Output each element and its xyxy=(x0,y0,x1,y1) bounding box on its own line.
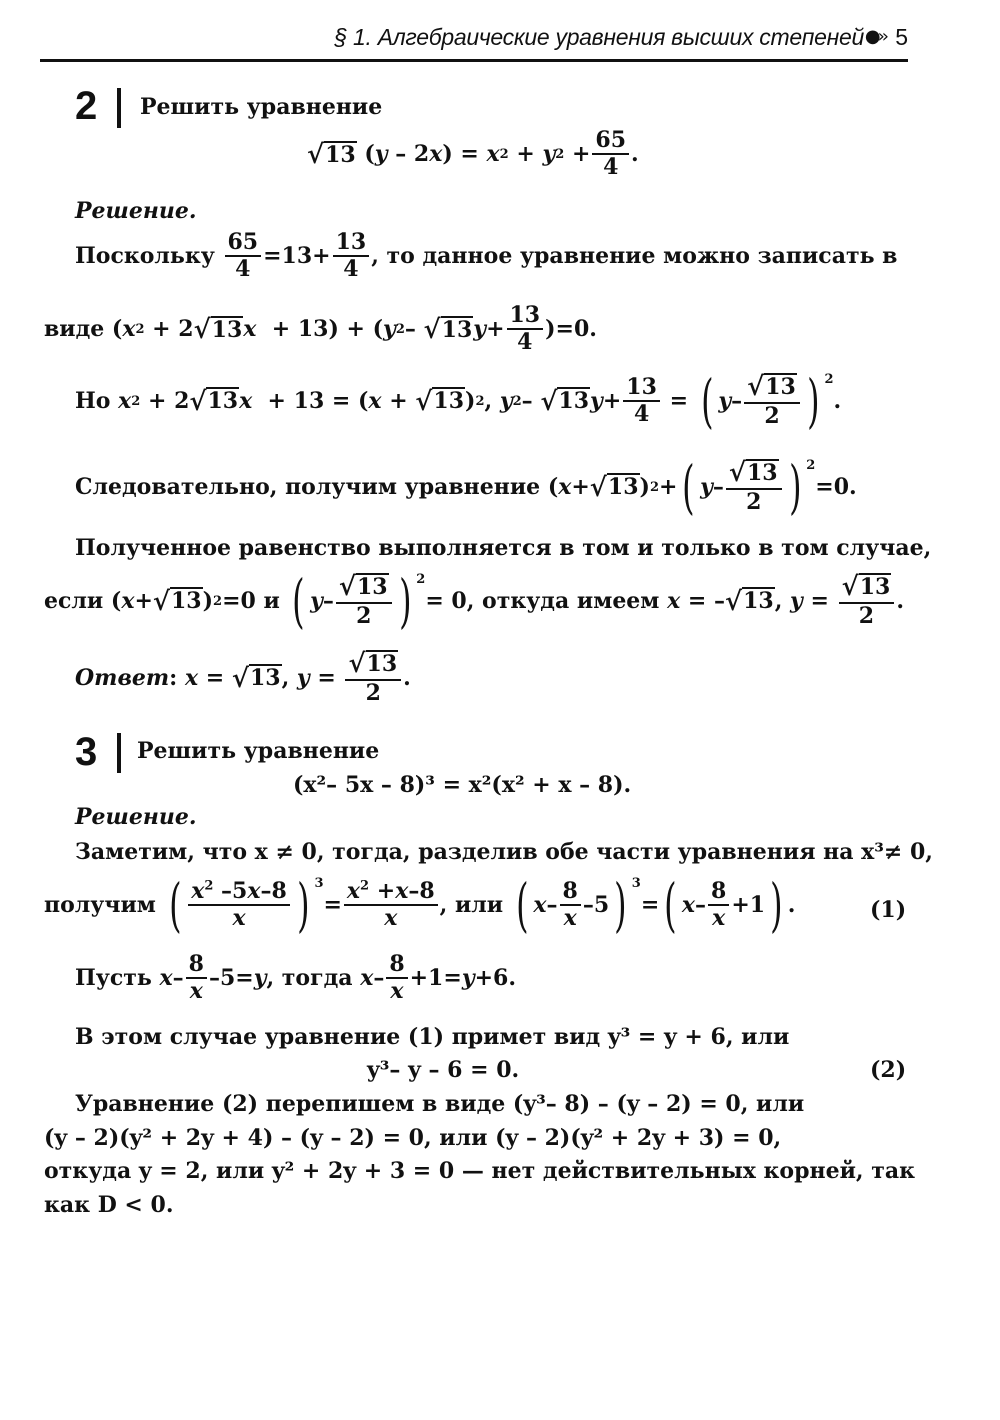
solution-label: Решение. xyxy=(75,198,197,224)
text-fragment: получим xyxy=(44,892,156,918)
text-fragment: = 0, откуда имеем xyxy=(425,588,660,614)
answer-label: Ответ xyxy=(75,664,170,691)
problem-divider xyxy=(117,88,121,128)
answer-line: Ответ : x = √ 13 , y = √ 13 2 . xyxy=(75,649,411,706)
equation-number: (1) xyxy=(870,897,907,923)
equation: √ 13 ( y – 2 x ) = x 2 + y 2 + $\frac{65}{4}$ . xyxy=(307,127,639,181)
text-fragment: Поскольку xyxy=(75,243,215,270)
text-line: Поскольку $\frac{65}{4}$ =13+ $\frac{13}{4}$ , то данное уравнение можно записать в xyxy=(75,229,898,283)
text-line: В этом случае уравнение (1) примет вид y³ = y + 6, или xyxy=(75,1024,790,1050)
text-line: Но x 2 + 2 √ 13 x + 13 = ( x + √ 13 ) 2 , y 2 – √ 13 y + $\frac{13}{4}$ = ( y – √ 13 2 ) $^2$ . xyxy=(75,367,842,435)
section-title: § 1. Алгебраические уравнения высших степеней xyxy=(334,24,864,50)
problem-prompt: Решить уравнение xyxy=(140,94,383,120)
text-line: виде ( x 2 + 2 √ 13 x + 13) + ( y 2 – √ 13 y + $\frac{13}{4}$ )=0. xyxy=(44,302,597,356)
solution-label: Решение. xyxy=(75,804,197,830)
text-line: откуда y = 2, или y² + 2y + 3 = 0 — нет действительных корней, так xyxy=(44,1158,915,1184)
text-fragment: и xyxy=(263,588,280,614)
text-line: Пусть x – $\frac{8}{x}$ –5= y , тогда x – $\frac{8}{x}$ +1= y +6. xyxy=(75,951,517,1005)
running-header xyxy=(40,22,908,62)
text-fragment: , то данное уравнение можно записать в xyxy=(371,243,898,270)
text-fragment: , или xyxy=(439,892,504,918)
equation: y³– y – 6 = 0. xyxy=(367,1057,520,1083)
problem-number: 3 xyxy=(75,730,98,774)
equation: (x²– 5x – 8)³ = x²(x² + x – 8). xyxy=(293,772,632,798)
text-line: (y – 2)(y² + 2y + 4) – (y – 2) = 0, или (y – 2)(y² + 2y + 3) = 0, xyxy=(44,1125,782,1151)
text-line: Следовательно, получим уравнение ( x + √ 13 ) 2 + ( y – √ 13 2 ) $^2$ =0. xyxy=(75,453,857,521)
text-line: как D < 0. xyxy=(44,1192,174,1218)
text-line: если ( x + √ 13 ) 2 =0 и ( y – √ 13 2 ) $^2$ = 0, откуда имеем x = – √ 13 , y = √ 13 2 . xyxy=(44,567,904,635)
text-line: получим ( $\frac{x^2 -5x-8}{x}$ ) $^3$ = $\frac{x^2 +x-8}{x}$ , или ( x – $\frac{8}{x}$ –5 ) $^3$ = ( x – $\frac{8}{x}$ +1 ) . xyxy=(44,871,796,939)
text-line: Уравнение (2) перепишем в виде (y³– 8) – (y – 2) = 0, или xyxy=(75,1091,805,1117)
page-number: 5 xyxy=(895,24,908,50)
problem-prompt: Решить уравнение xyxy=(137,738,380,764)
problem-divider xyxy=(117,733,121,773)
text-fragment: виде xyxy=(44,316,105,343)
text-line: Заметим, что x ≠ 0, тогда, разделив обе части уравнения на x³≠ 0, xyxy=(75,839,933,865)
text-fragment: Следовательно, получим уравнение xyxy=(75,474,541,500)
text-line: Полученное равенство выполняется в том и только в том случае, xyxy=(75,535,932,561)
header-dots-icon: ●›› xyxy=(864,26,886,47)
text-fragment: Пусть xyxy=(75,965,152,992)
equation-number: (2) xyxy=(870,1057,907,1083)
text-fragment: Но xyxy=(75,388,111,414)
text-fragment: , тогда xyxy=(266,965,353,992)
text-fragment: если xyxy=(44,588,104,614)
problem-number: 2 xyxy=(75,84,98,128)
